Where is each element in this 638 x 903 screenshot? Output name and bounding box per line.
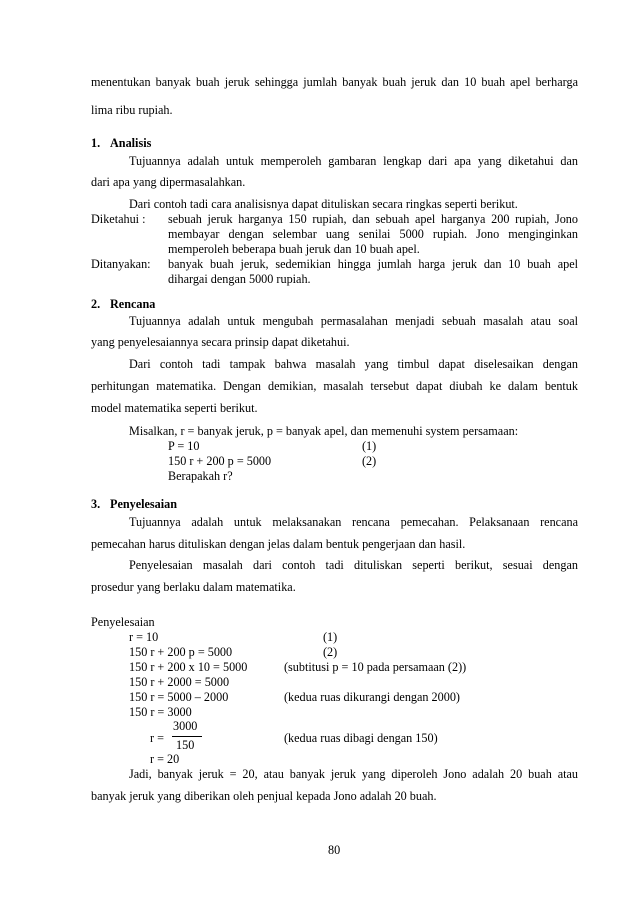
solution-step-1: r = 10 [129, 630, 159, 644]
section-1-title: Analisis [110, 136, 152, 150]
page-number: 80 [328, 843, 341, 857]
asked-line-2: dihargai dengan 5000 rupiah. [168, 272, 311, 286]
fraction-denominator: 150 [176, 738, 195, 752]
fraction-lhs: r = [150, 731, 164, 745]
section-1-number: 1. [91, 136, 101, 150]
asked-line-1: banyak buah jeruk, sedemikian hingga jumlah harga jeruk dan 10 buah apel [168, 257, 578, 271]
intro-line-2: lima ribu rupiah. [91, 103, 173, 117]
solution-heading: Penyelesaian [91, 615, 155, 629]
section-3-para-1-line-1: Tujuannya adalah untuk melaksanakan rencana pemecahan. Pelaksanaan rencana [129, 515, 578, 529]
solution-step-1-number: (1) [323, 630, 338, 644]
section-2-number: 2. [91, 297, 101, 311]
section-3-para-1-line-2: pemecahan harus dituliskan dengan jelas dalam bentuk pengerjaan dan hasil. [91, 537, 466, 551]
fraction-bar [172, 736, 202, 737]
asked-label: Ditanyakan: [91, 257, 151, 271]
fraction-note: (kedua ruas dibagi dengan 150) [284, 731, 438, 745]
section-1-para-1-line-2: dari apa yang dipermasalahkan. [91, 175, 246, 189]
section-3-para-2-line-1: Penyelesaian masalah dari contoh tadi dituliskan seperti berikut, sesuai dengan [129, 558, 578, 572]
section-3-title: Penyelesaian [110, 497, 178, 511]
section-1-para-2: Dari contoh tadi cara analisisnya dapat dituliskan secara ringkas seperti berikut. [129, 197, 518, 211]
solution-step-3-note: (subtitusi p = 10 pada persamaan (2)) [284, 660, 467, 674]
known-line-3: memperoleh beberapa buah jeruk dan 10 buah apel. [168, 242, 420, 256]
section-2-para-3: Misalkan, r = banyak jeruk, p = banyak apel, dan memenuhi system persamaan: [129, 424, 519, 438]
equation-1-number: (1) [362, 439, 377, 453]
known-label: Diketahui : [91, 212, 146, 226]
solution-step-2-number: (2) [323, 645, 338, 659]
section-2-para-2-line-1: Dari contoh tadi tampak bahwa masalah yang timbul dapat diselesaikan dengan [129, 357, 578, 371]
intro-line-1: menentukan banyak buah jeruk sehingga jumlah banyak buah jeruk dan 10 buah apel berharga [91, 75, 578, 89]
equation-2-number: (2) [362, 454, 377, 468]
known-line-2: membayar dengan selembar uang senilai 5000 rupiah. Jono menginginkan [168, 227, 578, 241]
solution-step-3: 150 r + 200 x 10 = 5000 [129, 660, 248, 674]
fraction-numerator: 3000 [173, 719, 198, 733]
equation-2: 150 r + 200 p = 5000 [168, 454, 272, 468]
section-2-para-2-line-2: perhitungan matematika. Dengan demikian, masalah tersebut dapat diubah ke dalam bentuk [91, 379, 578, 393]
section-2-para-1-line-1: Tujuannya adalah untuk mengubah permasalahan menjadi sebuah masalah atau soal [129, 314, 578, 328]
solution-step-7: r = 20 [150, 752, 180, 766]
section-2-para-1-line-2: yang penyelesaiannya secara prinsip dapat diketahui. [91, 335, 350, 349]
section-2-title: Rencana [110, 297, 156, 311]
solution-step-5-note: (kedua ruas dikurangi dengan 2000) [284, 690, 460, 704]
section-2-para-2-line-3: model matematika seperti berikut. [91, 401, 258, 415]
known-line-1: sebuah jeruk harganya 150 rupiah, dan sebuah apel harganya 200 rupiah, Jono [168, 212, 578, 226]
section-3-para-2-line-2: prosedur yang berlaku dalam matematika. [91, 580, 296, 594]
solution-step-4: 150 r + 2000 = 5000 [129, 675, 230, 689]
section-1-para-1-line-1: Tujuannya adalah untuk memperoleh gambaran lengkap dari apa yang diketahui dan [129, 154, 578, 168]
solution-step-6: 150 r = 3000 [129, 705, 192, 719]
solution-step-2: 150 r + 200 p = 5000 [129, 645, 233, 659]
question: Berapakah r? [168, 469, 233, 483]
fraction [172, 719, 204, 753]
conclusion-line-1: Jadi, banyak jeruk = 20, atau banyak jeruk yang diperoleh Jono adalah 20 buah atau [129, 767, 578, 781]
conclusion-line-2: banyak jeruk yang diberikan oleh penjual kepada Jono adalah 20 buah. [91, 789, 437, 803]
solution-step-5: 150 r = 5000 – 2000 [129, 690, 229, 704]
equation-1: P = 10 [168, 439, 200, 453]
section-3-number: 3. [91, 497, 101, 511]
